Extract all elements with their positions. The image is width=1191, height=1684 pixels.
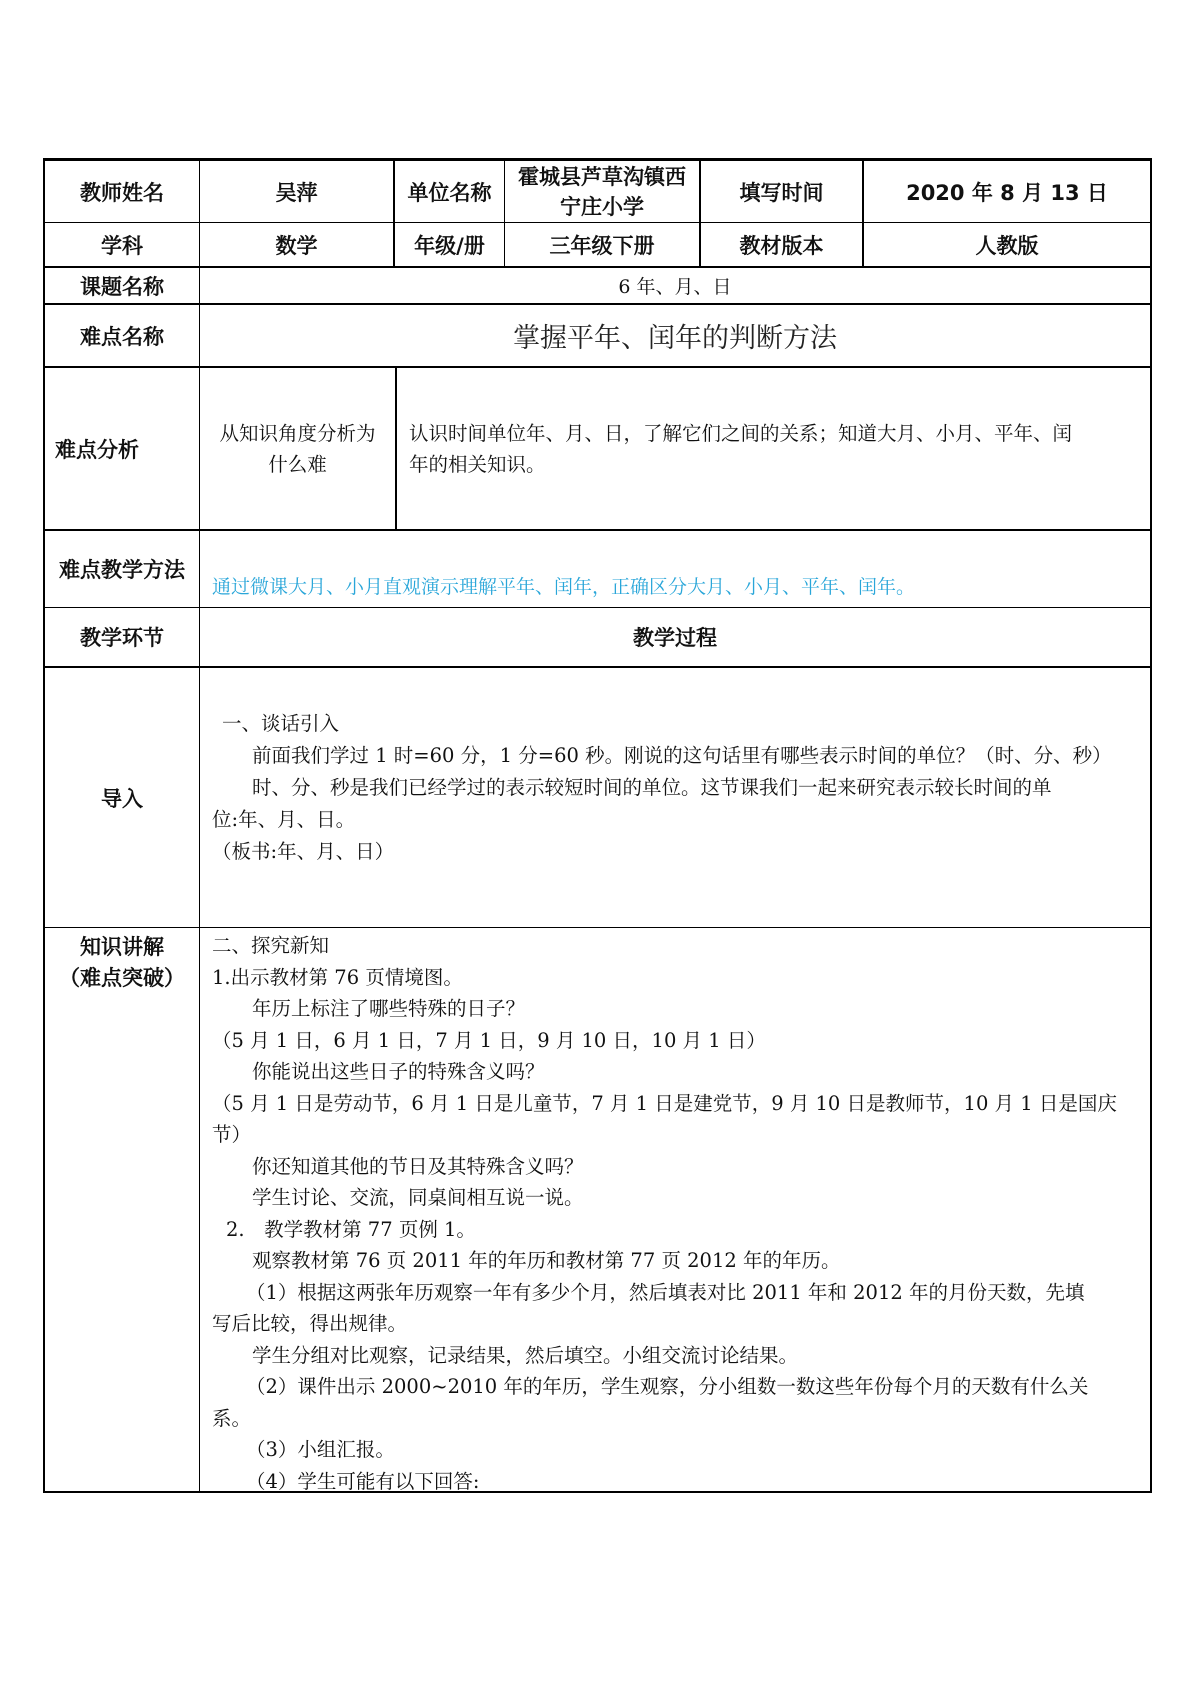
method-row (43, 529, 1152, 607)
intro-line-3: 时、分、秒是我们已经学过的表示较短时间的单位。这节课我们一起来研究表示较长时间的单 (252, 776, 1052, 799)
topic-value: 6 年、月、日 (618, 276, 732, 298)
knowledge-row (43, 927, 1152, 1493)
intro-label: 导入 (45, 668, 200, 927)
edition-value: 人教版 (975, 233, 1039, 258)
teacher-value: 吴萍 (200, 161, 395, 222)
knowledge-line-2: 1.出示教材第 76 页情境图。 (212, 965, 463, 989)
topic-label: 课题名称 (45, 268, 200, 303)
edition-label: 教材版本 (701, 223, 864, 266)
knowledge-line-11: 观察教材第 76 页 2011 年的年历和教材第 77 页 2012 年的年历。 (252, 1249, 841, 1272)
analysis-text-line1: 认识时间单位年、月、日，了解它们之间的关系；知道大月、小月、平年、闰 (409, 422, 1073, 445)
knowledge-line-6: （5 月 1 日是劳动节，6 月 1 日是儿童节，7 月 1 日是建党节，9 月 10 日是教师节，10 月 1 日是国庆 (212, 1091, 1117, 1115)
lesson-plan-table (43, 158, 1152, 1493)
analysis-label: 难点分析 (45, 368, 200, 529)
intro-content (200, 668, 1150, 927)
knowledge-line-3: 年历上标注了哪些特殊的日子？ (252, 997, 526, 1020)
grade-label: 年级/册 (395, 223, 505, 266)
method-label: 难点教学方法 (45, 531, 200, 607)
analysis-text-line2: 年的相关知识。 (409, 453, 546, 476)
knowledge-content (200, 928, 1150, 1491)
knowledge-line-16: 系。 (212, 1406, 252, 1430)
knowledge-line-17: （3）小组汇报。 (246, 1438, 395, 1461)
process-label: 教学环节 (45, 608, 200, 666)
difficulty-value: 掌握平年、闰年的判断方法 (513, 323, 837, 354)
knowledge-line-18: （4）学生可能有以下回答: (246, 1469, 480, 1493)
intro-line-1: 一、谈话引入 (222, 712, 340, 735)
date-label: 填写时间 (701, 161, 864, 222)
unit-value-line1: 霍城县芦草沟镇西 (518, 164, 686, 189)
method-cell (200, 531, 1150, 607)
difficulty-label: 难点名称 (45, 305, 200, 366)
analysis-sub-label-line2: 什么难 (268, 452, 327, 476)
knowledge-line-8: 你还知道其他的节日及其特殊含义吗？ (252, 1154, 584, 1178)
knowledge-line-4: （5 月 1 日，6 月 1 日，7 月 1 日，9 月 10 日，10 月 1 日） (212, 1028, 766, 1052)
knowledge-line-5: 你能说出这些日子的特殊含义吗？ (252, 1060, 545, 1083)
analysis-text (397, 368, 1150, 529)
knowledge-line-9: 学生讨论、交流，同桌间相互说一说。 (252, 1186, 584, 1209)
analysis-sub-label-line1: 从知识角度分析为 (219, 421, 376, 445)
knowledge-line-10: 2. 教学教材第 77 页例 1。 (226, 1217, 476, 1241)
method-text: 通过微课大月、小月直观演示理解平年、闰年，正确区分大月、小月、平年、闰年。 (212, 576, 916, 598)
header-row-2 (43, 222, 1152, 266)
knowledge-label-line1: 知识讲解 (80, 935, 164, 959)
knowledge-line-1: 二、探究新知 (212, 934, 330, 957)
unit-value (505, 161, 701, 222)
knowledge-line-14: 学生分组对比观察，记录结果，然后填空。小组交流讨论结果。 (252, 1343, 799, 1367)
difficulty-row (43, 303, 1152, 366)
intro-line-4: 位:年、月、日。 (212, 808, 356, 831)
analysis-row (43, 366, 1152, 529)
knowledge-label (45, 928, 200, 1491)
knowledge-line-13: 写后比较，得出规律。 (212, 1312, 408, 1335)
analysis-sub-label (200, 368, 397, 529)
topic-row (43, 266, 1152, 303)
subject-value: 数学 (200, 223, 395, 266)
unit-value-line2: 宁庄小学 (560, 194, 644, 219)
unit-label: 单位名称 (395, 161, 505, 222)
process-header-row (43, 607, 1152, 666)
process-value: 教学过程 (633, 626, 717, 650)
teacher-label: 教师姓名 (45, 161, 200, 222)
intro-line-5: （板书:年、月、日） (212, 840, 395, 863)
subject-label: 学科 (45, 223, 200, 266)
knowledge-line-15: （2）课件出示 2000~2010 年的年历，学生观察，分小组数一数这些年份每个月的天数有什么关 (246, 1375, 1089, 1398)
knowledge-line-12: （1）根据这两张年历观察一年有多少个月，然后填表对比 2011 年和 2012 年的月份天数，先填 (246, 1280, 1085, 1304)
date-value: 2020 年 8 月 13 日 (906, 180, 1108, 205)
grade-value: 三年级下册 (505, 223, 701, 266)
intro-row (43, 666, 1152, 927)
knowledge-line-7: 节） (212, 1123, 252, 1146)
intro-line-2: 前面我们学过 1 时=60 分，1 分=60 秒。刚说的这句话里有哪些表示时间的单位？（时、分、秒） (252, 744, 1112, 767)
knowledge-label-line2: （难点突破） (59, 966, 185, 990)
header-row-1 (43, 158, 1152, 222)
